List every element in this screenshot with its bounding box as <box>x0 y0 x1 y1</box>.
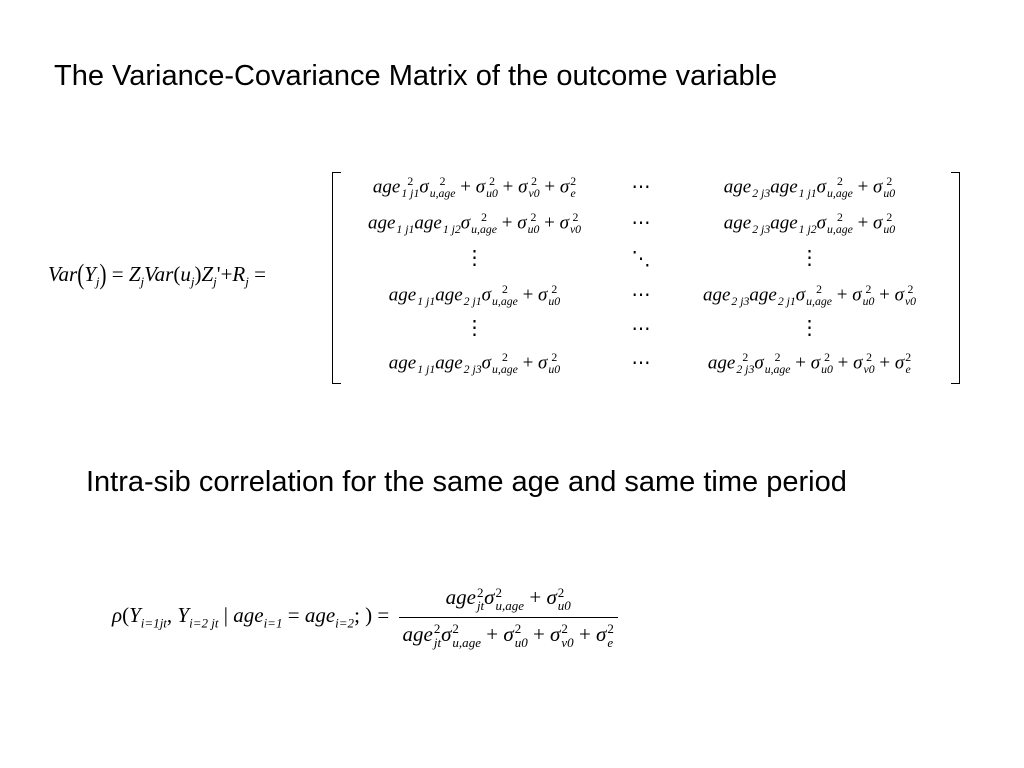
slide-subtitle: Intra-sib correlation for the same age and same time period <box>86 466 847 498</box>
variance-covariance-matrix <box>332 172 960 384</box>
matrix-cell: age 2 1 j1 σ 2 u,age + σ 2 u0 + σ 2 v0 + σ 2 e <box>372 175 577 201</box>
matrix-cell: ⋯ <box>631 353 651 374</box>
matrix-cell: age 2 j3 age 2 j1 σ 2 u,age + σ 2 u0 + σ 2 v0 <box>702 283 917 309</box>
intra-sib-correlation-equation: $\rho(Y_{i=1jt}$, $Y_{i=2 jt}$ | age$_{i=1}$ = age$_{i=2}$; ) = age 2 jt σ 2 u,age + σ 2 u0 age 2 jt σ 2 u,age + σ 2 u0 + σ 2 v0 + σ 2 e <box>112 585 618 650</box>
left-bracket <box>332 172 341 384</box>
matrix-cell: age 2 j3 age 1 j2 σ 2 u,age + σ 2 u0 <box>723 211 896 237</box>
matrix-cell: age 1 j1 age 2 j3 σ 2 u,age + σ 2 u0 <box>388 351 561 377</box>
matrix-cell: ⋱ <box>631 249 651 270</box>
variance-equation-lhs: $Var(Y_j) = Z_jVar(u_j)Z_j'+R_j$ = <box>48 257 266 291</box>
matrix-cell: ⋮ <box>799 247 820 269</box>
matrix-cell: ⋮ <box>464 247 485 269</box>
matrix-cell: ⋮ <box>464 317 485 339</box>
fraction-numerator: age 2 jt σ 2 u,age + σ 2 u0 <box>445 584 571 614</box>
matrix-cell: ⋯ <box>631 319 651 340</box>
matrix-cell: age 2 j3 age 1 j1 σ 2 u,age + σ 2 u0 <box>723 175 896 201</box>
matrix-cell: ⋯ <box>631 177 651 198</box>
right-bracket <box>951 172 960 384</box>
matrix-cell: age 1 j1 age 2 j1 σ 2 u,age + σ 2 u0 <box>388 283 561 309</box>
slide-title: The Variance-Covariance Matrix of the outcome variable <box>54 60 778 92</box>
matrix-cell: ⋯ <box>631 285 651 306</box>
correlation-fraction <box>399 585 618 650</box>
matrix-cell: age 1 j1 age 1 j2 σ 2 u,age + σ 2 u0 + σ 2 v0 <box>367 211 582 237</box>
matrix-cell: ⋯ <box>631 213 651 234</box>
fraction-denominator: age 2 jt σ 2 u,age + σ 2 u0 + σ 2 v0 + σ 2 e <box>399 617 618 650</box>
matrix-cell: age 2 2 j3 σ 2 u,age + σ 2 u0 + σ 2 v0 + σ 2 e <box>707 351 912 377</box>
matrix-cell: ⋮ <box>799 317 820 339</box>
